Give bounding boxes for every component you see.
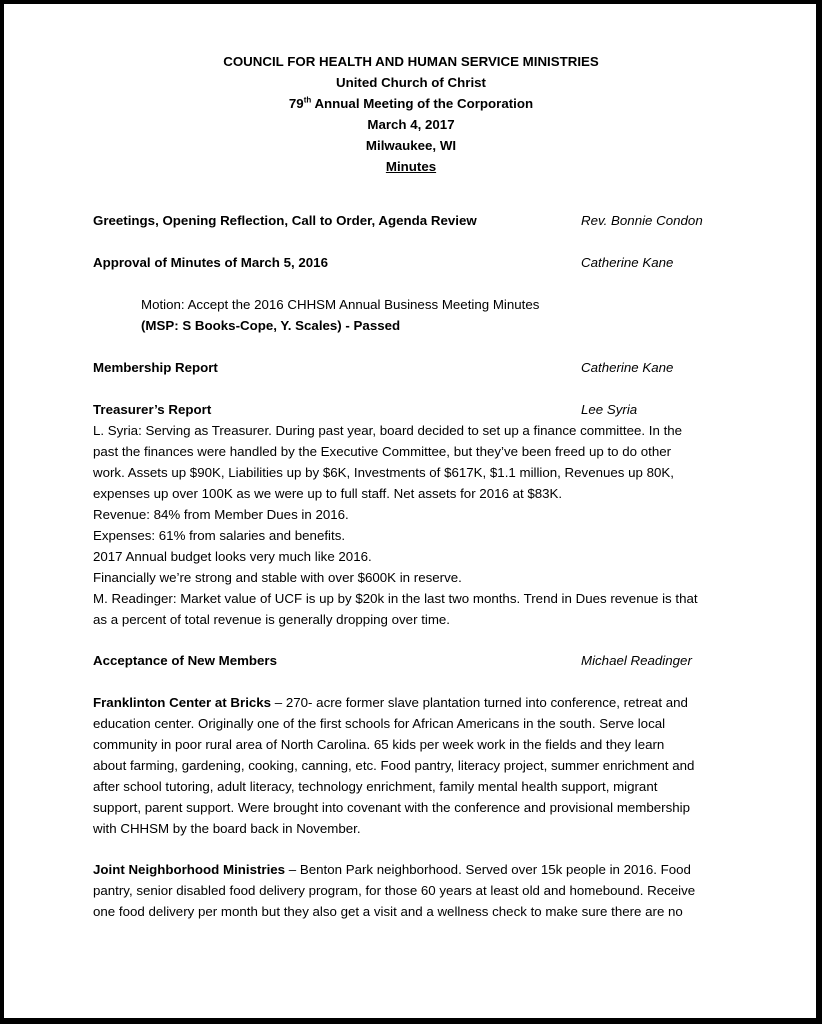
org-name: COUNCIL FOR HEALTH AND HUMAN SERVICE MINISTRIES <box>223 54 599 69</box>
meeting-title <box>0 93 822 114</box>
motion-result: (MSP: S Books-Cope, Y. Scales) - Passed <box>141 318 401 333</box>
paragraph-line: with CHHSM by the board back in November. <box>93 821 361 836</box>
franklinton-lead-text: – 270- acre former slave plantation turned into conference, retreat and <box>271 695 688 710</box>
agenda-title-approval: Approval of Minutes of March 5, 2016 <box>93 255 328 270</box>
paragraph-line: about farming, gardening, cooking, canning, etc. Food pantry, literacy project, summer enrichment and <box>93 758 695 773</box>
report-line: work. Assets up $90K, Liabilities up by $6K, Investments of $617K, $1.1 million, Revenues up 80K, <box>93 465 674 480</box>
meeting-location: Milwaukee, WI <box>365 138 457 153</box>
member-name-joint: Joint Neighborhood Ministries <box>93 862 286 877</box>
agenda-title-treasurer: Treasurer’s Report <box>93 402 212 417</box>
paragraph-line: after school tutoring, adult literacy, technology enrichment, family mental health support, migrant <box>93 779 658 794</box>
agenda-title-membership: Membership Report <box>93 360 218 375</box>
agenda-presenter-treasurer: Lee Syria <box>581 402 638 417</box>
paragraph-line: support, parent support. Were brought into covenant with the conference and provisional membership <box>93 800 690 815</box>
agenda-presenter-greetings: Rev. Bonnie Condon <box>581 213 703 228</box>
paragraph-line: education center. Originally one of the first schools for African Americans in the south. Serve local <box>93 716 666 731</box>
agenda-presenter-new-members: Michael Readinger <box>581 653 692 668</box>
report-line: expenses up over 100K as we were up to full staff. Net assets for 2016 at $83K. <box>93 486 563 501</box>
meeting-title-text: Annual Meeting of the Corporation <box>311 96 534 111</box>
report-line: Financially we’re strong and stable with over $600K in reserve. <box>93 570 462 585</box>
joint-lead-text: – Benton Park neighborhood. Served over 15k people in 2016. Food <box>285 862 691 877</box>
agenda-title-greetings: Greetings, Opening Reflection, Call to Order, Agenda Review <box>93 213 477 228</box>
report-line: as a percent of total revenue is generally dropping over time. <box>93 612 451 627</box>
joint-ministries-paragraph <box>93 859 729 922</box>
motion-text: Motion: Accept the 2016 CHHSM Annual Business Meeting Minutes <box>141 297 540 312</box>
church-name: United Church of Christ <box>336 75 486 90</box>
franklinton-paragraph <box>93 692 729 839</box>
meeting-number: 79 <box>288 96 304 111</box>
report-line: Expenses: 61% from salaries and benefits. <box>93 528 346 543</box>
agenda-presenter-approval: Catherine Kane <box>581 255 674 270</box>
report-line: M. Readinger: Market value of UCF is up by $20k in the last two months. Trend in Dues revenue is that <box>93 591 698 606</box>
agenda-presenter-membership: Catherine Kane <box>581 360 674 375</box>
meeting-ordinal: th <box>303 95 312 105</box>
doc-title: Minutes <box>385 159 437 174</box>
paragraph-line: pantry, senior disabled food delivery program, for those 60 years at least old and homebound. Receive <box>93 883 696 898</box>
meeting-date: March 4, 2017 <box>367 117 455 132</box>
report-line: Revenue: 84% from Member Dues in 2016. <box>93 507 349 522</box>
report-line: past the finances were handled by the Executive Committee, but they’ve been freed up to do other <box>93 444 672 459</box>
report-line: L. Syria: Serving as Treasurer. During past year, board decided to set up a finance committee. In the <box>93 423 683 438</box>
report-line: 2017 Annual budget looks very much like 2016. <box>93 549 372 564</box>
member-name-franklinton: Franklinton Center at Bricks <box>93 695 272 710</box>
paragraph-line: community in poor rural area of North Carolina. 65 kids per week work in the fields and they learn <box>93 737 665 752</box>
paragraph-line: one food delivery per month but they also get a visit and a wellness check to make sure there are no <box>93 904 683 919</box>
paragraph-lead-line <box>93 692 729 713</box>
paragraph-lead-line <box>93 859 729 880</box>
treasurer-report-body <box>93 420 729 630</box>
agenda-title-new-members: Acceptance of New Members <box>93 653 278 668</box>
